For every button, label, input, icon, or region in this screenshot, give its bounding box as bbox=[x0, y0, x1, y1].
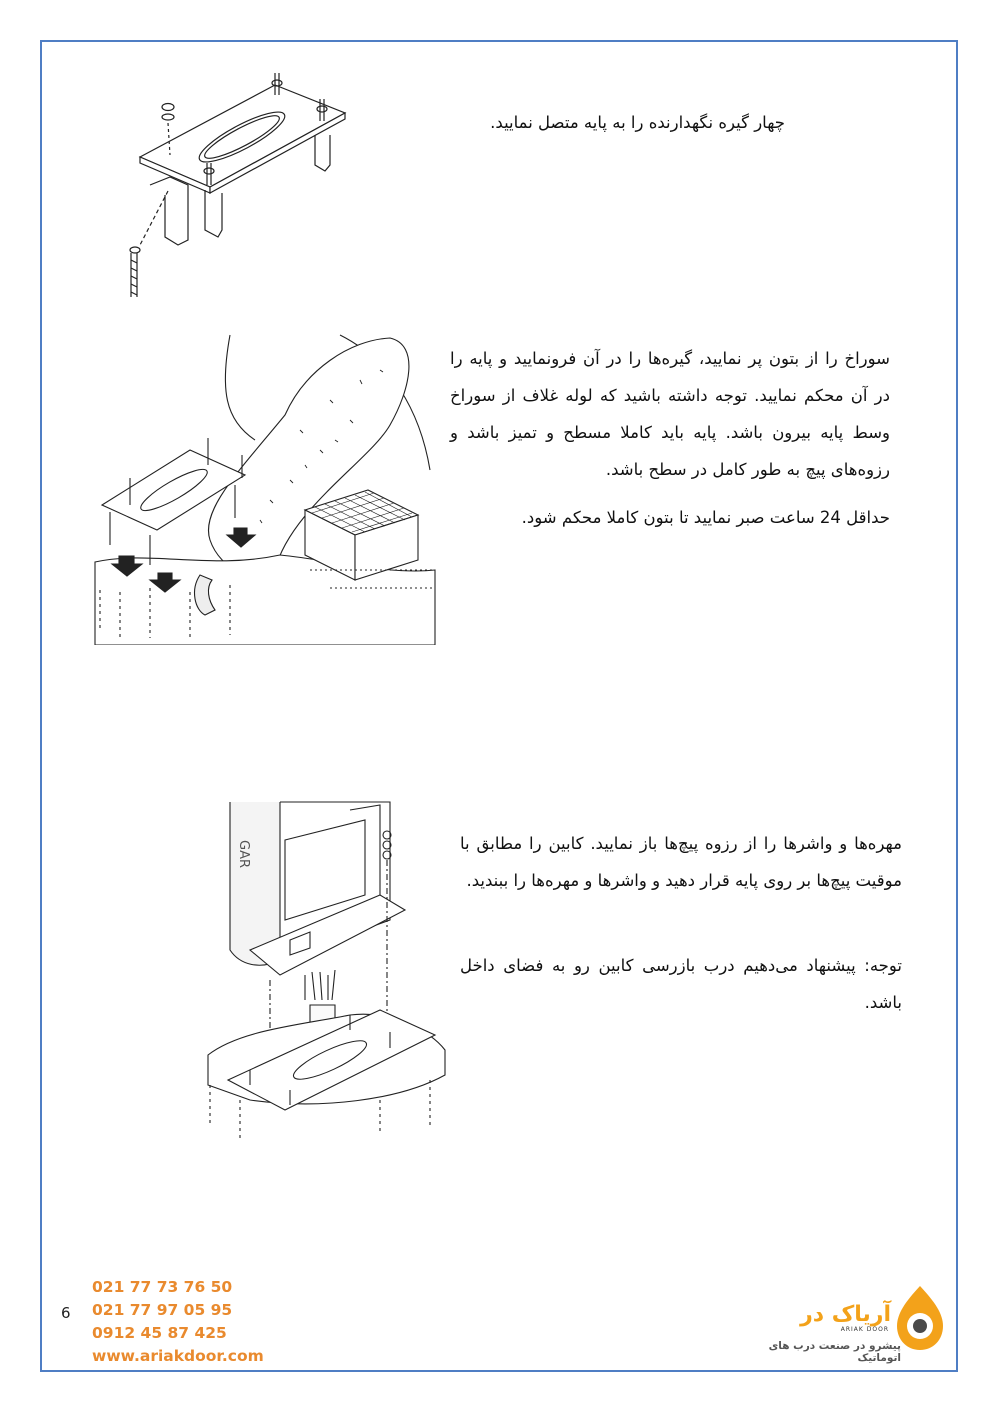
page-number: 6 bbox=[61, 1304, 71, 1322]
phone-2[interactable]: 021 77 97 05 95 bbox=[92, 1301, 233, 1319]
contact-info bbox=[92, 1276, 264, 1368]
step-2-note: حداقل 24 ساعت صبر نمایید تا بتون کاملا محکم شود. bbox=[521, 508, 890, 527]
logo-mark-icon bbox=[895, 1284, 945, 1354]
phone-1[interactable]: 021 77 73 76 50 bbox=[92, 1278, 233, 1296]
website-link[interactable]: www.ariakdoor.com bbox=[92, 1347, 264, 1365]
figure-cabin-mounting bbox=[200, 800, 450, 1140]
figure-concrete-pour bbox=[90, 330, 440, 645]
phone-3[interactable]: 0912 45 87 425 bbox=[92, 1324, 227, 1342]
step-1-text: چهار گیره نگهدارنده را به پایه متصل نمایید. bbox=[490, 113, 785, 132]
figure-base-plate-clamps bbox=[110, 65, 360, 310]
step-2-paragraph: سوراخ را از بتون پر نمایید، گیره‌ها را در آن فرونمایید و پایه را در آن محکم نمایید. توجه داشته باشید که لوله غلاف از سوراخ وسط پایه بیرون باشد. پایه باید کاملا مسطح و تمیز باشد و رزوه‌های پیچ به طور کامل در سطح باشد. bbox=[450, 349, 890, 479]
step-3-paragraph: مهره‌ها و واشرها را از رزوه پیچ‌ها باز نمایید. کابین را مطابق با موقیت پیچ‌ها بر روی پایه قرار دهید و واشرها و مهره‌ها را ببندید. bbox=[460, 834, 902, 890]
logo-name: آریاک در bbox=[800, 1302, 891, 1327]
company-logo bbox=[730, 1284, 945, 1364]
logo-tagline: پیشرو در صنعت درب های اتوماتیک bbox=[768, 1340, 901, 1364]
svg-text:GAR: GAR bbox=[236, 840, 251, 868]
step-3-note: توجه: پیشنهاد می‌دهیم درب بازرسی کابین رو به فضای داخل باشد. bbox=[460, 956, 902, 1012]
logo-sub: ARIAK DOOR bbox=[840, 1326, 889, 1333]
